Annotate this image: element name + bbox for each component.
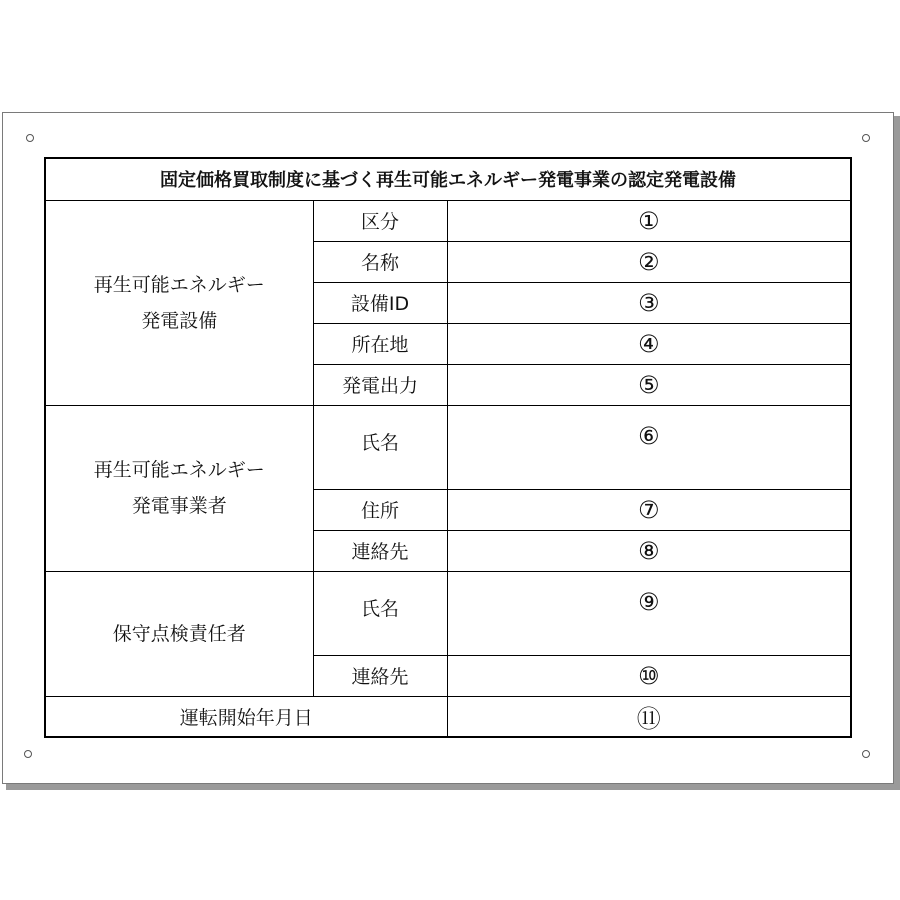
mounting-hole-icon xyxy=(862,750,870,758)
group-label-facility xyxy=(45,200,313,405)
mounting-hole-icon xyxy=(24,750,32,758)
row-value: ⑤ xyxy=(447,364,851,405)
row-label: 氏名 xyxy=(313,571,447,655)
row-value: ⑩ xyxy=(447,655,851,696)
certification-table xyxy=(44,157,852,738)
table-title: 固定価格買取制度に基づく再生可能エネルギー発電事業の認定発電設備 xyxy=(45,158,851,200)
row-label: 住所 xyxy=(313,489,447,530)
row-value: ⑦ xyxy=(447,489,851,530)
row-value: ① xyxy=(447,200,851,241)
row-label: 設備ID xyxy=(313,282,447,323)
start-date-label: 運転開始年月日 xyxy=(45,696,447,737)
row-label: 名称 xyxy=(313,241,447,282)
row-value: ③ xyxy=(447,282,851,323)
mounting-hole-icon xyxy=(862,134,870,142)
row-value: ⑨ xyxy=(447,571,851,655)
start-date-value: ⑪ xyxy=(447,696,851,737)
mounting-hole-icon xyxy=(26,134,34,142)
row-value: ④ xyxy=(447,323,851,364)
row-label: 所在地 xyxy=(313,323,447,364)
group-line: 発電設備 xyxy=(141,309,218,332)
row-value: ② xyxy=(447,241,851,282)
group-line: 再生可能エネルギー xyxy=(93,273,265,296)
row-value: ⑧ xyxy=(447,530,851,571)
row-label: 区分 xyxy=(313,200,447,241)
row-label: 氏名 xyxy=(313,405,447,489)
row-label: 連絡先 xyxy=(313,655,447,696)
group-line: 発電事業者 xyxy=(131,495,227,517)
row-label: 連絡先 xyxy=(313,530,447,571)
group-label-operator xyxy=(45,405,313,571)
row-label: 発電出力 xyxy=(313,364,447,405)
group-label-maintenance xyxy=(45,571,313,696)
group-line: 再生可能エネルギー xyxy=(93,459,265,481)
row-value: ⑥ xyxy=(447,405,851,489)
group-line: 保守点検責任者 xyxy=(112,622,246,645)
